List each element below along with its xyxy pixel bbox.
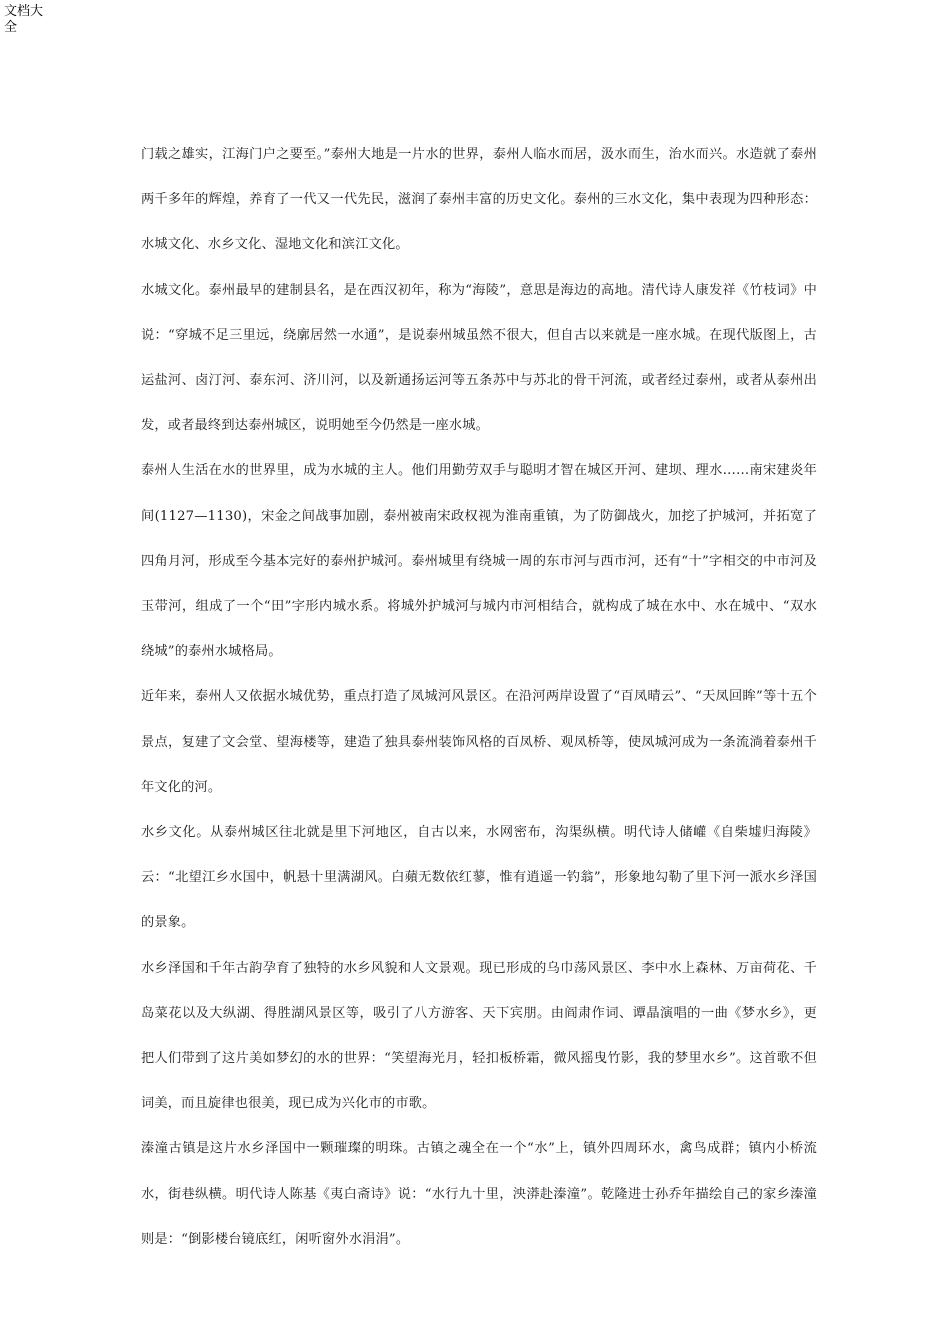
paragraph-water-village-scenery: 水乡泽国和千年古韵孕育了独特的水乡风貌和人文景观。现已形成的乌巾荡风景区、李中水上森林、万亩荷花、千岛菜花以及大纵湖、得胜湖风景区等，吸引了八方游客、天下宾朋。由阎肃作词、谭晶演唱的一曲《梦水乡》，更把人们带到了这片美如梦幻的水的世界：“笑望海光月，轻扣板桥霜，微风摇曳竹影，我的梦里水乡”。这首歌不但词美，而且旋律也很美，现已成为兴化市的市歌。 — [141, 960, 817, 1112]
paragraph-water-village: 水乡文化。从泰州城区往北就是里下河地区，自古以来，水网密布，沟渠纵横。明代诗人储巏《自柴墟归海陵》云：“北望江乡水国中，帆悬十里满湖风。白蘋无数依红蓼，惟有逍遥一钓翁”，形象地勾勒了里下河一派水乡泽国的景象。 — [141, 825, 817, 931]
document-header-label: 文档大全 — [4, 4, 44, 35]
paragraph-intro: 门载之雄实，江海门户之要至。”泰州大地是一片水的世界，泰州人临水而居，汲水而生，治水而兴。水造就了泰州两千多年的辉煌，养育了一代又一代先民，滋润了泰州丰富的历史文化。泰州的三水文化，集中表现为四种形态：水城文化、水乡文化、湿地文化和滨江文化。 — [141, 147, 817, 253]
paragraph-fengcheng-river: 近年来，泰州人又依据水城优势，重点打造了凤城河风景区。在沿河两岸设置了“百凤晴云”、“天凤回眸”等十五个景点，复建了文会堂、望海楼等，建造了独具泰州装饰风格的百凤桥、观凤桥等，使凤城河成为一条流淌着泰州千年文化的河。 — [141, 689, 817, 795]
paragraph-moat-history: 泰州人生活在水的世界里，成为水城的主人。他们用勤劳双手与聪明才智在城区开河、建坝、理水……南宋建炎年间(1127—1130)，宋金之间战事加剧，泰州被南宋政权视为淮南重镇，为了防御战火，加挖了护城河，并拓宽了四角月河，形成至今基本完好的泰州护城河。泰州城里有绕城一周的东市河与西市河，还有“十”字相交的中市河及玉带河，组成了一个“田”字形内城水系。将城外护城河与城内市河相结合，就构成了城在水中、水在城中、“双水绕城”的泰州水城格局。 — [141, 463, 817, 660]
paragraph-water-city: 水城文化。泰州最早的建制县名，是在西汉初年，称为“海陵”，意思是海边的高地。清代诗人康发祥《竹枝词》中说：“穿城不足三里远，绕廓居然一水通”，是说泰州城虽然不很大，但自古以来就是一座水城。在现代版图上，古运盐河、卤汀河、泰东河、济川河，以及新通扬运河等五条苏中与苏北的骨干河流，或者经过泰州，或者从泰州出发，或者最终到达泰州城区，说明她至今仍然是一座水城。 — [141, 282, 817, 434]
document-body — [141, 132, 817, 1262]
paragraph-qintong-town: 溱潼古镇是这片水乡泽国中一颗璀璨的明珠。古镇之魂全在一个“水”上，镇外四周环水，禽鸟成群；镇内小桥流水，街巷纵横。明代诗人陈基《夷白斋诗》说：“水行九十里，泱漭赴溱潼”。乾隆进士孙乔年描绘自己的家乡溱潼则是：“倒影楼台镜底红，闲听窗外水涓涓”。 — [141, 1141, 817, 1247]
